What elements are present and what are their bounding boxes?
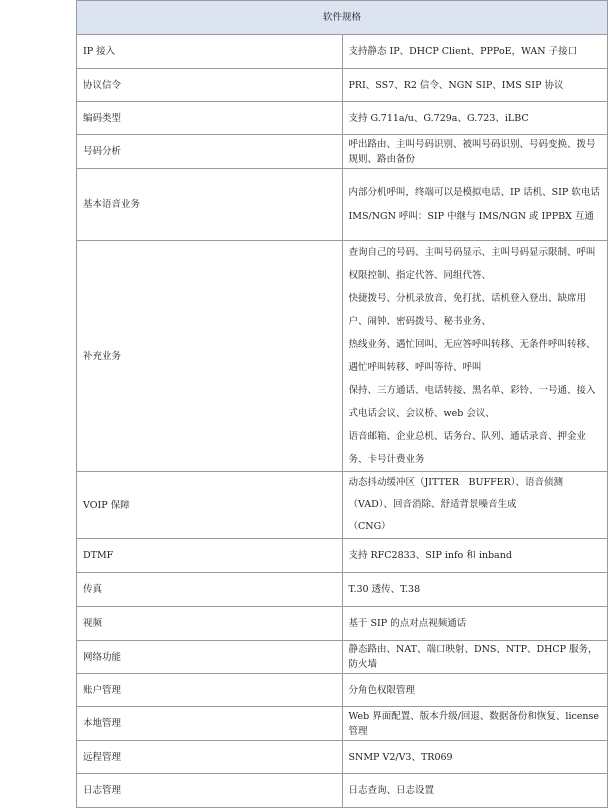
row-label: 补充业务 <box>77 241 343 472</box>
table-row <box>77 169 608 241</box>
table-row <box>77 69 608 102</box>
value-line: 日志查询、日志设置 <box>348 785 435 796</box>
table-row <box>77 674 608 707</box>
value-line: SNMP V2/V3、TR069 <box>348 751 453 763</box>
table-row <box>77 102 608 135</box>
row-label: 日志管理 <box>77 774 343 808</box>
row-label: 号码分析 <box>77 135 343 169</box>
row-label: 传真 <box>77 573 343 607</box>
row-value <box>342 69 608 102</box>
table-row <box>77 573 608 607</box>
row-label: 编码类型 <box>77 102 343 135</box>
value-line: 查询自己的号码、主叫号码显示、主叫号码显示限制、呼叫权限控制、指定代答、同组代答、 <box>348 247 596 281</box>
table-row <box>77 774 608 808</box>
row-label: 本地管理 <box>77 707 343 741</box>
value-line: 静态路由、NAT、端口映射、DNS、NTP、DHCP 服务，防火墙 <box>348 644 598 670</box>
row-value <box>342 169 608 241</box>
row-label: DTMF <box>77 539 343 573</box>
value-line: IMS/NGN 呼叫：SIP 中继与 IMS/NGN 或 IPPBX 互通 <box>348 211 594 222</box>
value-line: 基于 SIP 的点对点视频通话 <box>348 618 467 629</box>
row-value <box>342 35 608 69</box>
row-label: VOIP 保障 <box>77 472 343 539</box>
row-value <box>342 539 608 573</box>
row-value <box>342 741 608 774</box>
value-line: （CNG） <box>348 521 391 532</box>
value-line: 支持 G.711a/u、G.729a、G.723、iLBC <box>348 112 529 124</box>
table-header-row <box>77 1 608 35</box>
row-value <box>342 102 608 135</box>
value-line: Web 界面配置、版本升级/回退、数据备份和恢复、license 管理 <box>348 710 600 737</box>
table-title: 软件规格 <box>77 1 608 35</box>
row-value <box>342 707 608 741</box>
table-row <box>77 241 608 472</box>
row-value <box>342 135 608 169</box>
row-label: 账户管理 <box>77 674 343 707</box>
table-row <box>77 35 608 69</box>
row-value <box>342 241 608 472</box>
row-label: 远程管理 <box>77 741 343 774</box>
value-line: 呼出路由、主叫号码识别、被叫号码识别、号码变换、拨号规则、路由备份 <box>348 138 596 165</box>
value-line: 保持、三方通话、电话转接、黑名单、彩铃、一号通、接入式电话会议、会议桥、web 会议、 <box>348 385 596 419</box>
table-row <box>77 135 608 169</box>
row-value <box>342 607 608 641</box>
paragraph-gap <box>349 200 602 209</box>
table-row <box>77 707 608 741</box>
row-label: 视频 <box>77 607 343 641</box>
table-row <box>77 539 608 573</box>
row-label: IP 接入 <box>77 35 343 69</box>
row-value <box>342 573 608 607</box>
software-spec-table <box>76 0 608 808</box>
value-line: 动态抖动缓冲区（JITTER BUFFER）、语音侦测（VAD）、回音消除、舒适背景噪音生成 <box>348 477 564 510</box>
row-label: 协议信令 <box>77 69 343 102</box>
spec-table-body <box>77 1 608 808</box>
value-line: 快捷拨号、分机录放音、免打扰、话机登入登出、缺席用户、闹钟、密码拨号、秘书业务、 <box>348 293 587 327</box>
value-line: 内部分机呼叫，终端可以是模拟电话、IP 话机、SIP 软电话 <box>348 187 600 198</box>
table-row <box>77 741 608 774</box>
value-line: 支持 RFC2833、SIP info 和 inband <box>348 550 512 561</box>
value-line: 支持静态 IP、DHCP Client、PPPoE，WAN 子接口 <box>348 46 578 57</box>
row-value <box>342 674 608 707</box>
value-line: 分角色权限管理 <box>348 684 416 696</box>
value-line: T.30 透传、T.38 <box>348 584 421 595</box>
row-value <box>342 641 608 674</box>
value-line: PRI、SS7、R2 信令、NGN SIP、IMS SIP 协议 <box>348 79 564 91</box>
table-row <box>77 607 608 641</box>
row-value <box>342 774 608 808</box>
value-line: 热线业务、遇忙回叫、无应答呼叫转移、无条件呼叫转移、遇忙呼叫转移、呼叫等待、呼叫 <box>348 339 596 373</box>
table-row <box>77 472 608 539</box>
table-row <box>77 641 608 674</box>
row-label: 基本语音业务 <box>77 169 343 241</box>
value-line: 语音邮箱、企业总机、话务台、队列、通话录音、押金业务、卡号计费业务 <box>348 431 587 465</box>
row-label: 网络功能 <box>77 641 343 674</box>
row-value <box>342 472 608 539</box>
